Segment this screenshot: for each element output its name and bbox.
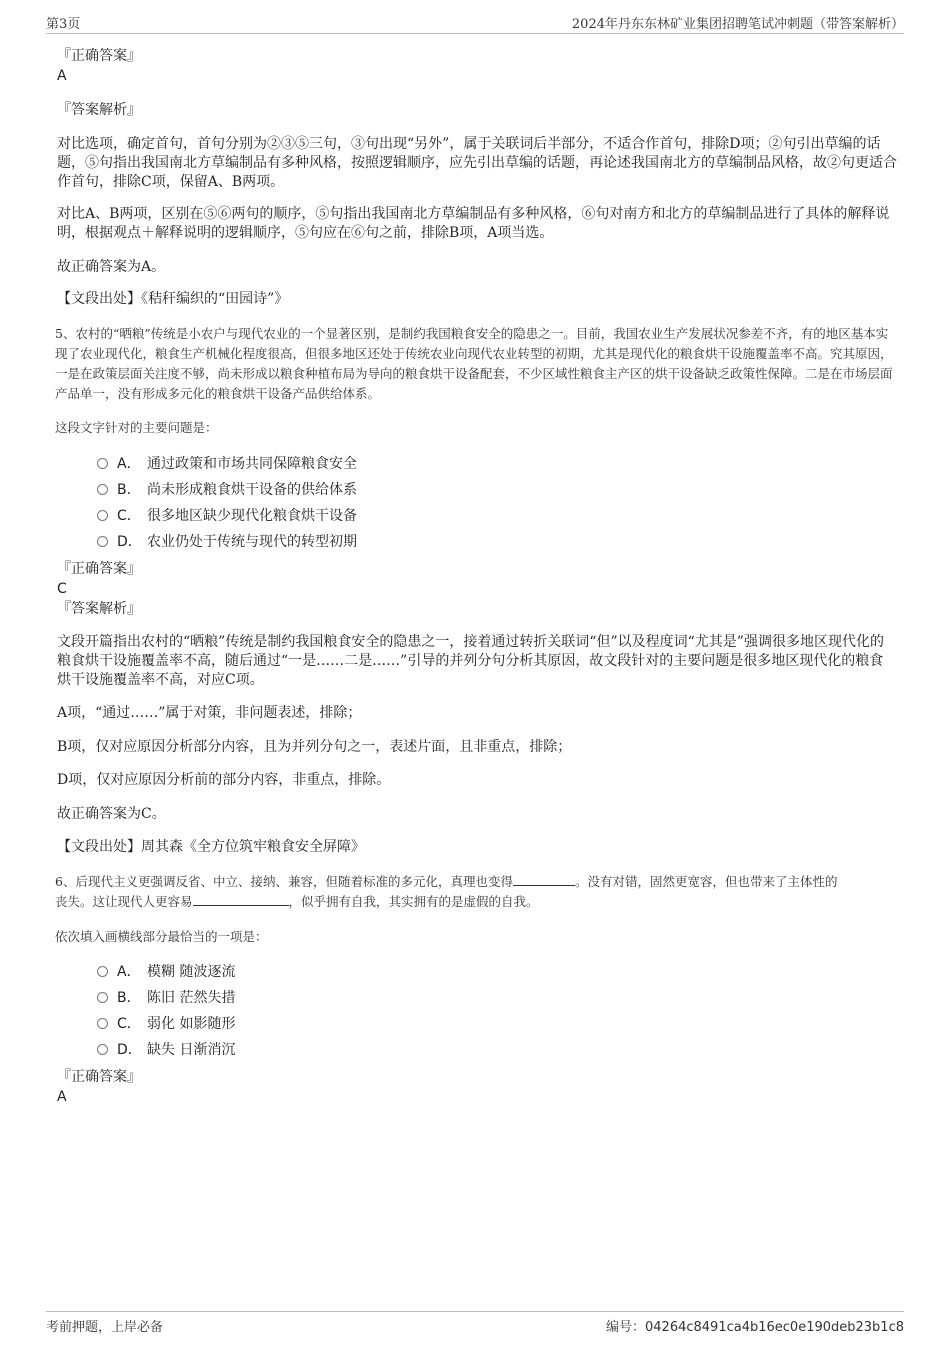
footer-slogan: 考前押题，上岸必备	[46, 1320, 164, 1335]
q4-conclusion: 故正确答案为A。	[57, 259, 166, 275]
q5-analysis-option-a: A项，“通过……”属于对策，非问题表述，排除；	[57, 705, 362, 721]
fill-blank-2	[193, 892, 289, 906]
q5-stem: 5、农村的“晒粮”传统是小农户与现代农业的一个显著区别，是制约我国粮食安全的隐患之一。目前，我国农业生产发展状况参差不齐，有的地区基本实现了农业现代化，粮食生产机械化程度很高，但很多地区还处于传统农业向现代农业转型的初期，尤其是现代化的粮食烘干设施覆盖率不高。究其原因，一是在政策层面关注度不够，尚未形成以粮食种植布局为导向的粮食烘干设备配套，不少区域性粮食主产区的烘干设备缺乏政策性保障。二是在市场层面产品单一，没有形成多元化的粮食烘干设备产品供给体系。	[55, 326, 893, 401]
q4-source: 【文段出处】《秸秆编织的“田园诗”》	[57, 291, 289, 307]
radio-button[interactable]	[97, 458, 108, 469]
q5-option-d[interactable]: D． 农业仍处于传统与现代的转型初期	[97, 532, 357, 552]
q4-analysis-paragraph-2: 对比A、B两项，区别在⑤⑥两句的顺序，⑤句指出我国南北方草编制品有多种风格，⑥句对南方和北方的草编制品进行了具体的解释说明，根据观点＋解释说明的逻辑顺序，⑤句应在⑥句之前，排除B项，A项当选。	[57, 206, 890, 241]
page-header	[46, 13, 904, 34]
q5-analysis-paragraph-1: 文段开篇指出农村的“晒粮”传统是制约我国粮食安全的隐患之一，接着通过转折关联词“但”以及程度词“尤其是”强调很多地区现代化的粮食烘干设施覆盖率不高，随后通过“一是……二是……”引导的并列分句分析其原因，故文段针对的主要问题是很多地区现代化的粮食烘干设施覆盖率不高，对应C项。	[57, 634, 884, 688]
radio-button[interactable]	[97, 536, 108, 547]
q5-prompt: 这段文字针对的主要问题是：	[55, 420, 218, 435]
q5-option-b[interactable]: B． 尚未形成粮食烘干设备的供给体系	[97, 480, 357, 500]
radio-button[interactable]	[97, 992, 108, 1003]
q5-analysis-option-b: B项，仅对应原因分析部分内容，且为并列分句之一，表述片面，且非重点，排除；	[57, 739, 572, 755]
q6-answer: A	[57, 1089, 67, 1105]
q6-prompt: 依次填入画横线部分最恰当的一项是：	[55, 929, 268, 944]
q5-analysis-label: 『答案解析』	[57, 601, 141, 617]
q4-answer: A	[57, 68, 67, 84]
q6-option-d[interactable]: D． 缺失 日渐消沉	[97, 1040, 235, 1060]
q5-source: 【文段出处】周其森《全方位筑牢粮食安全屏障》	[57, 839, 365, 855]
q6-stem: 6、后现代主义更强调反省、中立、接纳、兼容，但随着标准的多元化，真理也变得 。没有对错，固然更宽容，但也带来了主体性的 丧失。这让现代人更容易 ，似乎拥有自我，其实拥有的是虚假的自我。	[55, 874, 838, 909]
radio-button[interactable]	[97, 1044, 108, 1055]
document-title: 2024年丹东东林矿业集团招聘笔试冲刺题（带答案解析）	[571, 17, 904, 32]
q5-option-c[interactable]: C． 很多地区缺少现代化粮食烘干设备	[97, 506, 357, 526]
page-number: 第3页	[46, 17, 81, 32]
q5-analysis-option-d: D项，仅对应原因分析前的部分内容，非重点，排除。	[57, 772, 391, 788]
q6-answer-label: 『正确答案』	[57, 1069, 141, 1085]
q5-answer-label: 『正确答案』	[57, 561, 141, 577]
footer-code: 编号：04264c8491ca4b16ec0e190deb23b1c8	[606, 1320, 904, 1335]
radio-button[interactable]	[97, 484, 108, 495]
q6-option-b[interactable]: B． 陈旧 茫然失措	[97, 988, 235, 1008]
radio-button[interactable]	[97, 510, 108, 521]
q6-option-a[interactable]: A． 模糊 随波逐流	[97, 962, 235, 982]
q4-analysis-label: 『答案解析』	[57, 102, 141, 118]
q6-option-c[interactable]: C． 弱化 如影随形	[97, 1014, 235, 1034]
radio-button[interactable]	[97, 1018, 108, 1029]
q4-answer-label: 『正确答案』	[57, 48, 141, 64]
q5-answer: C	[57, 581, 67, 597]
page-footer	[46, 1311, 904, 1335]
radio-button[interactable]	[97, 966, 108, 977]
q4-analysis-paragraph-1: 对比选项，确定首句，首句分别为②③⑤三句，③句出现“另外”，属于关联词后半部分，不适合作首句，排除D项；②句引出草编的话题，⑤句指出我国南北方草编制品有多种风格，按照逻辑顺序，应先引出草编的话题，再论述我国南北方的草编制品风格，故②句更适合作首句，排除C项，保留A、B两项。	[57, 136, 897, 190]
q5-option-a[interactable]: A． 通过政策和市场共同保障粮食安全	[97, 454, 357, 474]
q5-conclusion: 故正确答案为C。	[57, 806, 166, 822]
fill-blank-1	[513, 872, 575, 886]
